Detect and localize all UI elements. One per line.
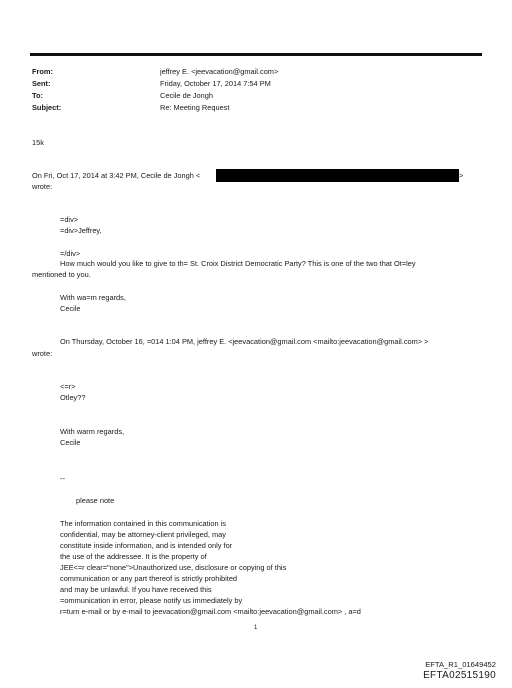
sent-label: Sent: <box>32 79 51 88</box>
please-note: please note <box>76 496 115 505</box>
quote-wrote-2: wrote: <box>32 349 53 358</box>
disclaimer-line: r=turn e-mail or by e-mail to jeevacation@gmail.com <mailto:jeevacation@gmail.com> , a=d <box>60 607 361 616</box>
br-tag: <=r> <box>60 382 76 391</box>
disclaimer-line: constitute inside information, and is intended only for <box>60 541 233 550</box>
disclaimer-line: JEE<=r clear="none">Unauthorized use, disclosure or copying of this <box>60 563 287 572</box>
div-open-tag: =div> <box>60 215 79 224</box>
quote-intro-end: > <box>459 171 464 180</box>
otley-text: Otley?? <box>60 393 86 402</box>
from-label: From: <box>32 67 53 76</box>
to-value: Cecile de Jongh <box>160 91 214 100</box>
redaction-bar <box>216 169 459 182</box>
question-line-1: How much would you like to give to th= St. Croix District Democratic Party? This is one of the two that Ot=ley <box>60 259 416 268</box>
regards-2: With warm regards, <box>60 427 125 436</box>
subject-value: Re: Meeting Request <box>160 103 230 112</box>
quote-intro-line: On Fri, Oct 17, 2014 at 3:42 PM, Cecile de Jongh < <box>32 171 201 180</box>
subject-label: Subject: <box>32 103 62 112</box>
sent-value: Friday, October 17, 2014 7:54 PM <box>160 79 271 88</box>
thursday-quote-line: On Thursday, October 16, =014 1:04 PM, jeffrey E. <jeevacation@gmail.com <mailto:jeevacation@gmail.com> > <box>60 337 429 346</box>
footer-id-2: EFTA02515190 <box>423 670 496 681</box>
from-value: jeffrey E. <jeevacation@gmail.com> <box>160 67 279 76</box>
disclaimer-line: the use of the addressee. It is the property of <box>60 552 207 561</box>
question-line-2: mentioned to you. <box>32 270 91 279</box>
disclaimer-line: and may be unlawful. If you have received this <box>60 585 212 594</box>
div-jeffrey: =div>Jeffrey, <box>60 226 102 235</box>
header-rule <box>30 53 482 56</box>
disclaimer-line: The information contained in this communication is <box>60 519 226 528</box>
disclaimer-line: communication or any part thereof is strictly prohibited <box>60 574 238 583</box>
div-close-tag: =/div> <box>60 249 81 258</box>
page-number: 1 <box>254 625 258 631</box>
to-label: To: <box>32 91 43 100</box>
reply-text: 15k <box>32 138 44 147</box>
signature-name-2: Cecile <box>60 438 81 447</box>
signature-dashes: -- <box>60 474 65 483</box>
disclaimer-line: =ommunication in error, please notify us immediately by <box>60 596 243 605</box>
footer-id-1: EFTA_R1_01649452 <box>425 660 496 669</box>
signature-name-1: Cecile <box>60 304 81 313</box>
disclaimer-line: confidential, may be attorney-client privileged, may <box>60 530 226 539</box>
quote-wrote: wrote: <box>32 182 53 191</box>
regards-1: With wa=m regards, <box>60 293 126 302</box>
